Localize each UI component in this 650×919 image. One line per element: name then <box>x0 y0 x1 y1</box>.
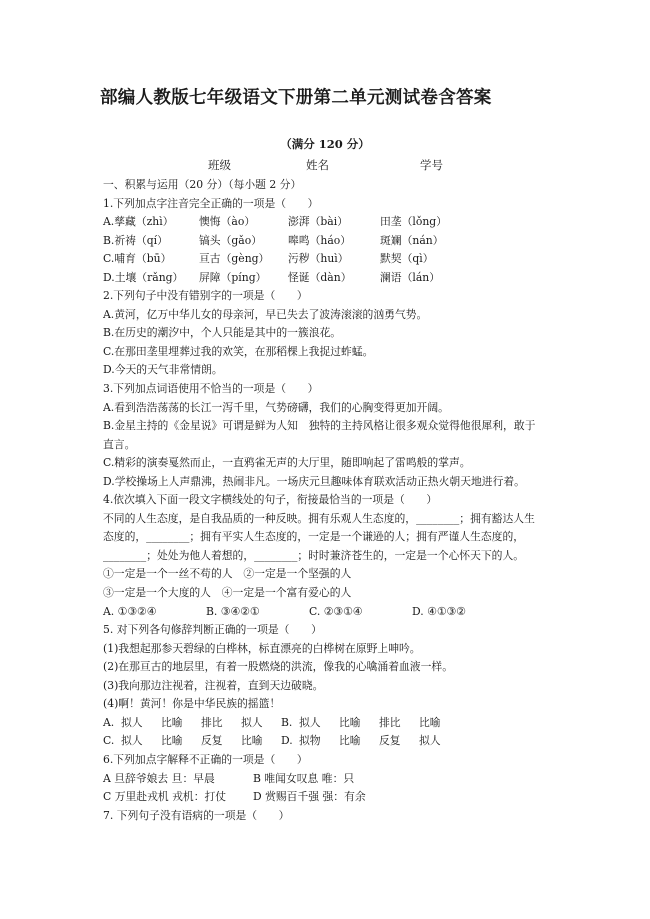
option-cell: 嗥鸣（háo） <box>288 233 352 247</box>
name-label: 姓名 <box>306 158 329 172</box>
question-4-passage-line: 不同的人生态度，是自我品质的一种反映。拥有乐观人生态度的，________；拥有豁达人生 <box>103 511 535 525</box>
question-3-option-a: A.看到浩浩荡荡的长江一泻千里，气势磅礴，我们的心胸变得更加开阔。 <box>103 400 449 414</box>
option-cell: 污秽（huì） <box>288 252 349 266</box>
question-2-option-a: A.黄河，亿万中华儿女的母亲河，早已失去了波涛滚滚的汹勇气势。 <box>103 307 428 321</box>
option-term: 比喻 <box>419 715 441 729</box>
question-2-option-d: D.今天的天气非常情朗。 <box>103 363 223 377</box>
option-term: 拟人 <box>121 734 143 748</box>
question-1-row-b <box>103 232 558 251</box>
question-3-option-d: D.学校操场上人声鼎沸，热闹非凡。一场庆元旦趣味体育联欢活动正热火朝天地进行着。 <box>103 474 525 488</box>
option-term: 拟人 <box>419 734 441 748</box>
page-title: 部编人教版七年级语文下册第二单元测试卷含答案 <box>100 88 492 108</box>
option-term: 反复 <box>379 734 401 748</box>
question-1-row-d <box>103 269 558 288</box>
question-4-passage-line: ________；处处为他人着想的，________；时时兼济苍生的，一定是一个心怀天下的人。 <box>103 548 525 562</box>
option-d: D. ④①③② <box>412 604 466 618</box>
option-term: 拟人 <box>299 715 321 729</box>
option-letter: B. <box>281 715 293 729</box>
option-term: 比喻 <box>161 715 183 729</box>
option-term: 拟物 <box>299 734 321 748</box>
question-3-option-c: C.精彩的演奏戛然而止，一直鸦雀无声的大厅里，随即响起了雷鸣般的掌声。 <box>103 456 471 470</box>
option-term: 比喻 <box>241 734 263 748</box>
question-4-options <box>103 603 558 622</box>
option-cell: 懊悔（ào） <box>199 215 256 229</box>
option-cell: 澎湃（bài） <box>288 215 348 229</box>
question-1-stem: 1.下列加点字注音完全正确的一项是（ ） <box>103 196 319 210</box>
option-term: 比喻 <box>339 734 361 748</box>
question-6-options-ab <box>103 770 558 789</box>
option-b: B 唯闻女叹息 唯：只 <box>253 771 355 785</box>
option-term: 排比 <box>379 715 401 729</box>
option-cell: C.哺育（bū） <box>103 252 172 266</box>
question-5-sentence: (4)啊！黄河！你是中华民族的摇篮！ <box>103 697 281 711</box>
question-4-sentence-choices: ①一定是一个一丝不苟的人 ②一定是一个坚强的人 <box>103 567 352 581</box>
question-4-passage-line: 态度的，________；拥有平实人生态度的，一定是一个谦逊的人；拥有严谨人生态度的， <box>103 530 525 544</box>
question-5-sentence: (1)我想起那参天碧绿的白桦林，标直漂亮的白桦树在原野上呻吟。 <box>103 641 421 655</box>
option-cell: 默契（qì） <box>380 252 434 266</box>
option-cell: 澜语（lán） <box>380 270 441 284</box>
option-cell: B.祈祷（qí） <box>103 233 168 247</box>
question-1-row-c <box>103 250 558 269</box>
option-term: 比喻 <box>161 734 183 748</box>
question-5-stem: 5. 对下列各句修辞判断正确的一项是（ ） <box>103 623 322 637</box>
question-4-sentence-choices: ③一定是一个大度的人 ④一定是一个富有爱心的人 <box>103 586 352 600</box>
option-a: A 旦辞爷娘去 旦：早晨 <box>103 771 215 785</box>
question-5-sentence: (2)在那亘古的地层里，有着一股燃烧的洪流，像我的心噙涌着血液一样。 <box>103 660 453 674</box>
section-heading: 一、积累与运用（20 分）（每小题 2 分） <box>103 178 302 191</box>
option-term: 比喻 <box>339 715 361 729</box>
option-cell: D.土壤（rǎng） <box>103 270 184 284</box>
student-id-label: 学号 <box>420 158 443 172</box>
class-label: 班级 <box>208 158 231 172</box>
question-6-options-cd <box>103 788 558 807</box>
question-6-stem: 6.下列加点字解释不正确的一项是（ ） <box>103 752 308 766</box>
option-a: A. ①③②④ <box>103 604 157 618</box>
question-7-stem: 7. 下列句子没有语病的一项是（ ） <box>103 808 290 822</box>
option-cell: 镐头（gǎo） <box>199 233 263 247</box>
option-cell: 怪诞（dàn） <box>288 270 352 284</box>
question-5-options-ab <box>103 714 558 733</box>
option-term: 排比 <box>201 715 223 729</box>
option-cell: 斑斓（nán） <box>380 233 444 247</box>
exam-content <box>103 176 558 825</box>
question-2-option-b: B.在历史的潮汐中，个人只能是其中的一簇浪花。 <box>103 326 342 340</box>
full-score: （满分 120 分） <box>280 137 370 151</box>
option-term: 反复 <box>201 734 223 748</box>
option-cell: 亘古（gèng） <box>199 252 270 266</box>
question-4-stem: 4.依次填入下面一段文字横线处的句子，衔接最恰当的一项是（ ） <box>103 493 438 507</box>
option-cell: 屏障（píng） <box>199 270 267 284</box>
question-3-option-b: B.金星主持的《金星说》可谓是鲜为人知 独特的主持风格让很多观众觉得他很犀利，敢于 <box>103 419 536 433</box>
question-1-row-a <box>103 213 558 232</box>
option-d: D 赏赐百千强 强：有余 <box>253 790 366 804</box>
question-2-option-c: C.在那田垄里埋葬过我的欢笑，在那稻棵上我捉过蚱蜢。 <box>103 344 374 358</box>
option-letter: D. <box>281 734 293 748</box>
question-3-option-b-continued: 直言。 <box>103 437 136 451</box>
option-letter: A. <box>103 715 115 729</box>
option-c: C. ②③①④ <box>309 604 363 618</box>
option-cell: A.孳藏（zhì） <box>103 215 174 229</box>
question-3-stem: 3.下列加点词语使用不恰当的一项是（ ） <box>103 382 319 396</box>
option-c: C 万里赴戎机 戎机：打仗 <box>103 790 227 804</box>
option-term: 拟人 <box>121 715 143 729</box>
question-5-options-cd <box>103 732 558 751</box>
option-b: B. ③④②① <box>206 604 260 618</box>
option-term: 拟人 <box>241 715 263 729</box>
question-5-sentence: (3)我向那边注视着，注视着，直到天边破晓。 <box>103 678 324 692</box>
option-letter: C. <box>103 734 115 748</box>
question-2-stem: 2.下列句子中没有错别字的一项是（ ） <box>103 289 308 303</box>
option-cell: 田垄（lǒng） <box>380 215 448 229</box>
